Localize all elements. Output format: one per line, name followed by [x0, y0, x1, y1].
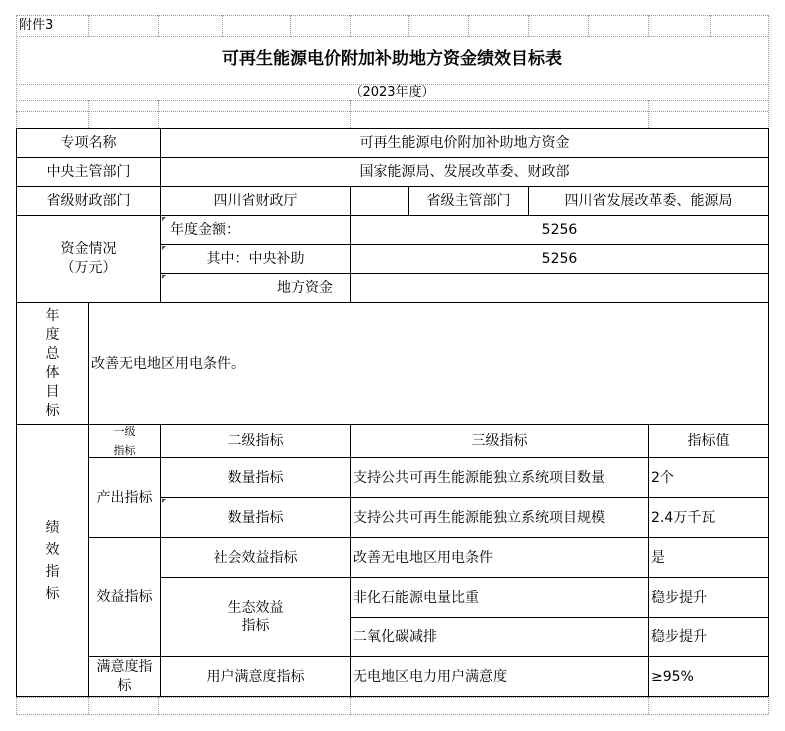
prov-dept-label: 省级主管部门 [426, 193, 511, 209]
output-indicator-label: 产出指标 [96, 489, 153, 506]
table-row-level3: 支持公共可再生能源能独立系统项目数量 [353, 469, 605, 486]
satisfaction-line2: 标 [117, 677, 132, 694]
table-row-value: 2个 [651, 469, 674, 486]
annual-goal-text: 改善无电地区用电条件。 [91, 355, 245, 372]
prov-finance-label: 省级财政部门 [46, 193, 131, 209]
satisfaction-indicator-label [89, 657, 160, 696]
cell-marker [162, 217, 166, 221]
prov-dept-value: 四川省发展改革委、能源局 [564, 193, 733, 209]
table-row-level3: 改善无电地区用电条件 [353, 549, 493, 566]
attachment-label: 附件3 [19, 18, 54, 33]
level1-header-line2: 指标 [113, 444, 136, 457]
central-dept-value: 国家能源局、发展改革委、财政部 [359, 164, 570, 180]
local-funds-value [351, 274, 768, 302]
table-row-value: 稳步提升 [651, 629, 707, 645]
perf-char: 效 [45, 541, 60, 558]
performance-label [17, 425, 88, 696]
annual-amount-label: 年度金额： [170, 222, 240, 238]
benefit-indicator-label: 效益指标 [96, 589, 153, 605]
perf-char: 标 [45, 585, 60, 602]
funds-label [17, 216, 160, 302]
table-row-value: 是 [651, 549, 665, 566]
central-subsidy-label: 其中：中央补助 [206, 251, 305, 267]
project-name-label: 专项名称 [60, 135, 117, 151]
eco-benefit-line1: 生态效益 [227, 600, 284, 616]
table-row-level3: 无电地区电力用户满意度 [353, 668, 507, 685]
level1-header-line1: 一级 [113, 425, 136, 438]
annual-amount-value: 5256 [541, 222, 578, 238]
perf-char: 绩 [45, 519, 60, 536]
local-funds-label: 地方资金 [277, 280, 333, 296]
table-row-level2: 数量指标 [227, 509, 284, 526]
table-row-level2: 数量指标 [227, 469, 284, 486]
eco-benefit-line2: 指标 [241, 618, 270, 634]
table-row-level3: 非化石能源电量比重 [353, 589, 479, 606]
central-subsidy-value: 5256 [541, 251, 578, 267]
prov-finance-value: 四川省财政厅 [213, 193, 298, 209]
table-row-value: ≥95% [651, 668, 694, 685]
table-row-value: 2.4万千瓦 [651, 509, 716, 526]
goal-char: 总 [45, 345, 60, 362]
year-label: （2023年度） [349, 84, 435, 100]
satisfaction-line1: 满意度指 [96, 658, 153, 675]
funds-label-text: 资金情况 [60, 241, 117, 257]
level2-header: 二级指标 [227, 433, 284, 449]
table-row-level3: 二氧化碳减排 [353, 629, 437, 645]
perf-char: 指 [45, 563, 60, 580]
eco-benefit-label [161, 578, 350, 656]
table-row-level3: 支持公共可再生能源能独立系统项目规模 [353, 509, 605, 526]
goal-char: 体 [45, 364, 60, 381]
funds-unit-text: （万元） [60, 260, 117, 276]
goal-char: 年 [45, 307, 60, 324]
central-dept-label: 中央主管部门 [46, 164, 131, 180]
goal-char: 标 [45, 402, 60, 419]
value-header: 指标值 [687, 433, 730, 449]
level1-header [89, 425, 160, 457]
page-title: 可再生能源电价附加补助地方资金绩效目标表 [222, 49, 562, 69]
table-row-level2: 社会效益指标 [213, 549, 298, 566]
level3-header: 三级指标 [471, 433, 528, 449]
annual-goal-label [17, 303, 88, 424]
table-row-level2: 用户满意度指标 [206, 668, 305, 685]
goal-char: 目 [45, 383, 60, 400]
table-row-value: 稳步提升 [651, 589, 707, 606]
goal-char: 度 [45, 326, 60, 343]
project-name-value: 可再生能源电价附加补助地方资金 [359, 135, 570, 151]
